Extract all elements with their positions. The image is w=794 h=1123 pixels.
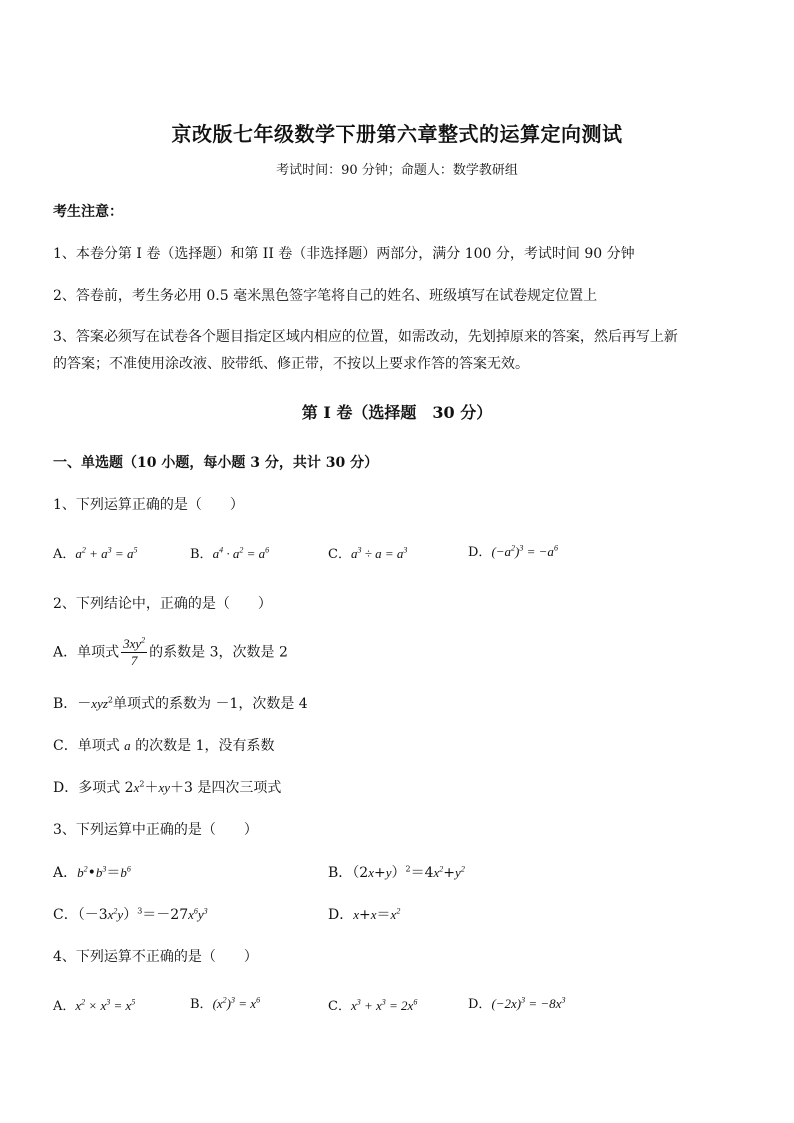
question-4-option-a: A．$x^2 \times x^3 = x^5$ [53, 997, 136, 1014]
question-2-option-d: D．多项式 $2x^2+xy+3$ 是四次三项式 [53, 779, 282, 796]
question-4-option-b: B．$(x^2)^3 = x^6$ [190, 995, 261, 1012]
question-3-option-c: C．$(-3x^2y)^3=-27x^6y^3$ [53, 906, 208, 923]
notice-item-3: 3、答案必须写在试卷各个题目指定区域内相应的位置，如需改动，先划掉原来的答案，然后再写上新 [53, 329, 678, 345]
question-1-option-a: A．$a^2 + a^3 = a^5$ [53, 545, 138, 562]
question-1-option-d: D．$(-a^2)^3 = -a^6$ [468, 543, 558, 560]
question-2-stem: 2、下列结论中，正确的是（ ） [53, 596, 272, 612]
notice-heading: 考生注意： [53, 204, 123, 220]
question-3-option-b: B．$(2x+y)^2=4x^2+y^2$ [328, 864, 465, 881]
question-3-stem: 3、下列运算中正确的是（ ） [53, 822, 258, 838]
question-1-option-b: B．$a^4 \cdot a^2 = a^6$ [190, 545, 270, 562]
question-3-option-a: A．$b^2•b^3=b^6$ [53, 864, 131, 881]
question-4-option-c: C．$x^3 + x^3 = 2x^6$ [328, 997, 418, 1014]
part-heading: 一、单选题（10 小题，每小题 3 分，共计 30 分） [53, 455, 379, 471]
section-title: 第 I 卷（选择题 30 分） [301, 403, 493, 422]
question-2-option-b: B．－xyz$^2$单项式的系数为 －1，次数是 4 [53, 695, 308, 712]
page-title: 京改版七年级数学下册第六章整式的运算定向测试 [171, 122, 623, 146]
question-4-stem: 4、下列运算不正确的是（ ） [53, 949, 258, 965]
question-1-stem: 1、下列运算正确的是（ ） [53, 497, 244, 513]
question-2-option-c: C．单项式 a 的次数是 1，没有系数 [53, 738, 275, 754]
notice-item-1: 1、本卷分第 I 卷（选择题）和第 II 卷（非选择题）两部分，满分 100 分，考试时间 90 分钟 [53, 246, 635, 262]
question-4-option-d: D．$(-2x)^3 = -8x^3$ [468, 995, 566, 1012]
notice-item-2: 2、答卷前，考生务必用 0.5 毫米黑色签字笔将自己的姓名、班级填写在试卷规定位置上 [53, 288, 598, 304]
question-3-option-d: D．$x+x=x^2$ [328, 906, 401, 923]
exam-info: 考试时间：90 分钟；命题人：数学教研组 [276, 163, 518, 178]
question-1-option-c: C．$a^3 \div a = a^3$ [328, 545, 408, 562]
notice-item-3-cont: 的答案；不准使用涂改液、胶带纸、修正带，不按以上要求作答的答案无效。 [53, 356, 529, 372]
question-2-option-a: A．单项式 $\frac{3xy^2}{7}$ 的系数是 3，次数是 2 [53, 635, 288, 668]
